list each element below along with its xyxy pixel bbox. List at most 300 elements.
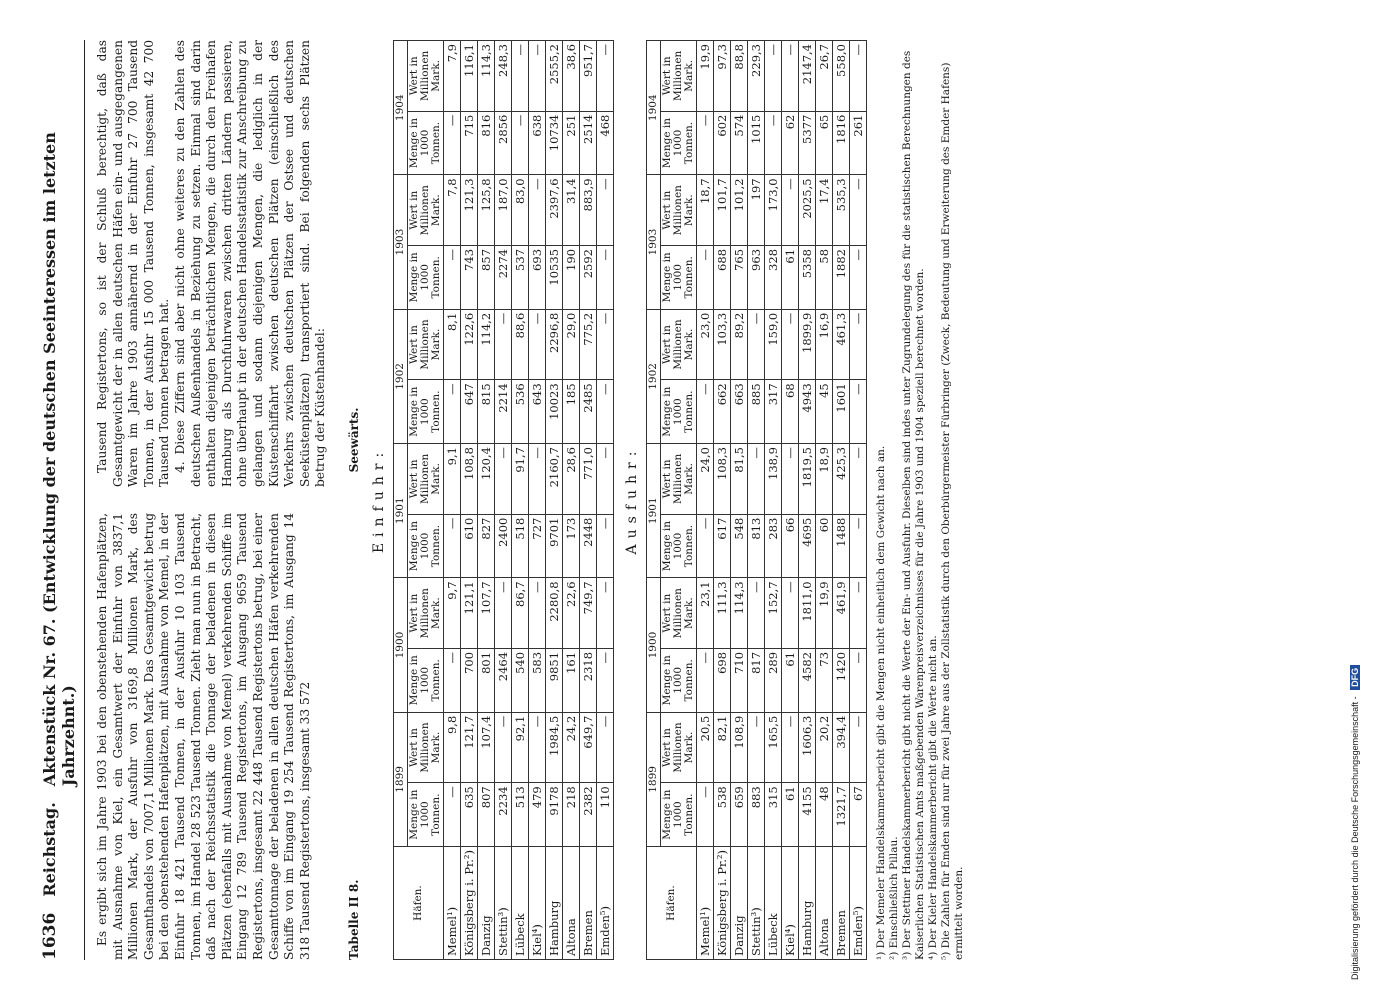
table-cell: 7,8 xyxy=(443,175,460,246)
wert-header: Wert in Millionen Mark. xyxy=(660,578,696,649)
table-cell: 83,0 xyxy=(511,175,528,246)
table-cell: 2296,8 xyxy=(545,309,562,380)
table-cell: — xyxy=(596,41,613,112)
paragraph: 4. Diese Ziffern sind aber nicht ohne weiteres zu den Zahlen des deutschen Außenhandels in Beziehung zu setzen. Einmal sind darin enthalten diejenigen beträchtlichen Mengen, die durch den Freihafen Hamburg als Durchfuhrwaren zwischen dritten Ländern passieren, ohne überhaupt in der deutschen Handelsstatistik zur Anschreibung zu gelangen und sodann diejenigen Mengen, die lediglich in der Küstenschiffahrt zwischen deutschen Plätzen (einschließlich des Verkehrs zwischen deutschen Plätzen der Ostsee und deutschen Seeküstenplätzen) transportiert sind. Bei folgenden sechs Plätzen betrug der Küstenhandel: xyxy=(172,40,328,487)
table-cell: 218 xyxy=(562,783,579,847)
table-cell: 67 xyxy=(849,783,866,847)
table-cell: 817 xyxy=(747,648,764,712)
table-cell: 536 xyxy=(511,380,528,444)
port-name: Hamburg xyxy=(798,847,815,960)
table-row xyxy=(579,41,596,960)
table-cell: — xyxy=(696,380,713,444)
table-cell: 1420 xyxy=(832,648,849,712)
table-row xyxy=(545,41,562,960)
table-cell: 2280,8 xyxy=(545,578,562,649)
table-cell: — xyxy=(494,444,511,515)
table-cell: 121,7 xyxy=(460,712,477,783)
table-cell: 698 xyxy=(713,648,730,712)
footnotes xyxy=(875,40,966,960)
paragraph: Tausend Registertons, so ist der Schluß berechtigt, daß das Gesamtgewicht der in allen deutschen Häfen ein- und ausgegangenen Waren im Jahre 1903 annähernd in der Einfuhr 27 700 Tausend Tonnen, in der Ausfuhr 15 000 Tausend Tonnen, insgesamt 42 700 Tausend Tonnen betragen hat. xyxy=(95,40,172,487)
table-cell: 1984,5 xyxy=(545,712,562,783)
table-cell: 688 xyxy=(713,245,730,309)
table-cell: 610 xyxy=(460,514,477,578)
table-cell: 289 xyxy=(764,648,781,712)
body-text xyxy=(95,40,329,960)
table-cell: 4582 xyxy=(798,648,815,712)
table-cell: 88,8 xyxy=(730,41,747,112)
port-name: Memel¹) xyxy=(696,847,713,960)
table-cell: 10734 xyxy=(545,111,562,175)
table-cell: — xyxy=(747,309,764,380)
table-cell: 743 xyxy=(460,245,477,309)
table-cell: 1811,0 xyxy=(798,578,815,649)
header-rule xyxy=(84,40,85,960)
year-header: 1903 xyxy=(393,175,407,309)
table-cell: — xyxy=(511,111,528,175)
table-cell: 2025,5 xyxy=(798,175,815,246)
table-cell: 116,1 xyxy=(460,41,477,112)
table-cell: 535,3 xyxy=(832,175,849,246)
table-cell: 700 xyxy=(460,648,477,712)
table-cell: 5377 xyxy=(798,111,815,175)
wert-header: Wert in Millionen Mark. xyxy=(407,712,443,783)
table-cell: 583 xyxy=(528,648,545,712)
table-cell: 19,9 xyxy=(815,578,832,649)
table-cell: 88,6 xyxy=(511,309,528,380)
table-cell: 107,7 xyxy=(477,578,494,649)
table-cell: 951,7 xyxy=(579,41,596,112)
table-cell: 152,7 xyxy=(764,578,781,649)
table-cell: 1606,3 xyxy=(798,712,815,783)
table-cell: — xyxy=(781,41,798,112)
table-cell: 138,9 xyxy=(764,444,781,515)
table-cell: 1321,7 xyxy=(832,783,849,847)
paragraph: Es ergibt sich im Jahre 1903 bei den obenstehenden Hafenplätzen, mit Ausnahme von Kiel, ein Gesamtwert der Einfuhr von 3837,1 Millionen Mark, der Ausfuhr von 3169,8 Millionen Mark, des Gesamthandels von 7007,1 Millionen Mark. Das Gesamtgewicht betrug bei den obenstehenden Hafenplätzen, mit Ausnahme von Memel, in der Einfuhr 18 421 Tausend Tonnen, in der Ausfuhr 10 103 Tausend Tonnen, im Handel 28 523 Tausend Tonnen. Zieht man nun in Betracht, daß nach der Reichsstatistik die Tonnage der beladenen in diesen Plätzen (ebenfalls mit Ausnahme von Memel) verkehrenden Schiffe im Eingang 12 789 Tausend Registertons, im Ausgang 9659 Tausend Registertons, insgesamt 22 448 Tausend Registertons betrug, bei einer Gesamttonnage der beladenen in allen deutschen Häfen verkehrenden Schiffe von im Eingang 19 254 Tausend Registertons, im Ausgang 14 318 Tausend Registertons, insgesamt 33 572 xyxy=(95,513,312,960)
table-cell: — xyxy=(528,175,545,246)
table-cell: 710 xyxy=(730,648,747,712)
table-row xyxy=(443,41,460,960)
table-cell: 749,7 xyxy=(579,578,596,649)
table-cell: — xyxy=(849,309,866,380)
table-row xyxy=(494,41,511,960)
table-cell: — xyxy=(528,309,545,380)
table-cell: 91,7 xyxy=(511,444,528,515)
table-cell: 328 xyxy=(764,245,781,309)
port-name: Kiel⁴) xyxy=(781,847,798,960)
table-cell: — xyxy=(849,712,866,783)
table-cell: 1819,5 xyxy=(798,444,815,515)
table-cell: — xyxy=(596,245,613,309)
footnote: ⁴) Der Kieler Handelskammerbericht gibt die Werte nicht an. xyxy=(926,635,939,960)
table-cell: 61 xyxy=(781,648,798,712)
table-cell: 801 xyxy=(477,648,494,712)
table-cell: 9,7 xyxy=(443,578,460,649)
menge-header: Menge in 1000 Tonnen. xyxy=(660,783,696,847)
table-cell: 315 xyxy=(764,783,781,847)
table-cell: 2400 xyxy=(494,514,511,578)
table-subheader-row xyxy=(660,41,696,960)
table-cell: — xyxy=(849,245,866,309)
table-cell: — xyxy=(596,578,613,649)
menge-header: Menge in 1000 Tonnen. xyxy=(407,514,443,578)
year-header: 1904 xyxy=(393,41,407,175)
table-einfuhr xyxy=(393,40,614,960)
table-cell: 468 xyxy=(596,111,613,175)
table-cell: 18,7 xyxy=(696,175,713,246)
table-cell: 251 xyxy=(562,111,579,175)
table-cell: 60 xyxy=(815,514,832,578)
table-cell: 111,3 xyxy=(713,578,730,649)
table-cell: 807 xyxy=(477,783,494,847)
table-cell: 883,9 xyxy=(579,175,596,246)
table-cell: — xyxy=(747,712,764,783)
table-cell: — xyxy=(849,578,866,649)
dfg-logo: DFG xyxy=(1350,665,1360,690)
page-title: Aktenstück Nr. 67. (Entwicklung der deutschen Seeinteressen im letzten Jahrzehnt.) xyxy=(40,132,78,787)
table-cell: 19,9 xyxy=(696,41,713,112)
table-cell: 31,4 xyxy=(562,175,579,246)
table-cell: — xyxy=(494,578,511,649)
table-cell: — xyxy=(443,783,460,847)
table-cell: 108,9 xyxy=(730,712,747,783)
table-cell: 29,0 xyxy=(562,309,579,380)
table-cell: 197 xyxy=(747,175,764,246)
table-cell: 2485 xyxy=(579,380,596,444)
table-cell: 165,5 xyxy=(764,712,781,783)
table-cell: 121,3 xyxy=(460,175,477,246)
table-cell: 765 xyxy=(730,245,747,309)
year-header: 1900 xyxy=(646,578,660,712)
table-cell: 2555,2 xyxy=(545,41,562,112)
table-cell: 558,0 xyxy=(832,41,849,112)
table-cell: 771,0 xyxy=(579,444,596,515)
table-cell: 537 xyxy=(511,245,528,309)
table-cell: 647 xyxy=(460,380,477,444)
table-cell: — xyxy=(596,648,613,712)
table-cell: — xyxy=(596,712,613,783)
table-cell: — xyxy=(443,380,460,444)
table-cell: — xyxy=(596,380,613,444)
table-cell: 538 xyxy=(713,783,730,847)
table-cell: 114,3 xyxy=(477,41,494,112)
footnote: ¹) Der Memeler Handelskammerbericht gibt die Mengen nicht einheitlich dem Gewicht nach an. xyxy=(874,445,887,960)
table-cell: 114,2 xyxy=(477,309,494,380)
table-cell: 187,0 xyxy=(494,175,511,246)
table-cell: — xyxy=(849,41,866,112)
table-cell: — xyxy=(528,712,545,783)
table-cell: 602 xyxy=(713,111,730,175)
table-cell: — xyxy=(443,514,460,578)
table-cell: 2514 xyxy=(579,111,596,175)
port-name: Emden⁵) xyxy=(596,847,613,960)
table-cell: 92,1 xyxy=(511,712,528,783)
table-cell: 28,6 xyxy=(562,444,579,515)
table-cell: 2234 xyxy=(494,783,511,847)
year-header: 1904 xyxy=(646,41,660,175)
menge-header: Menge in 1000 Tonnen. xyxy=(660,111,696,175)
wert-header: Wert in Millionen Mark. xyxy=(660,444,696,515)
table-cell: — xyxy=(781,444,798,515)
table-cell: 9,8 xyxy=(443,712,460,783)
menge-header: Menge in 1000 Tonnen. xyxy=(660,380,696,444)
port-name: Lübeck xyxy=(764,847,781,960)
table-cell: — xyxy=(596,514,613,578)
table-cell: — xyxy=(764,41,781,112)
menge-header: Menge in 1000 Tonnen. xyxy=(407,111,443,175)
table-cell: 1601 xyxy=(832,380,849,444)
table-cell: 317 xyxy=(764,380,781,444)
table-cell: 1015 xyxy=(747,111,764,175)
table-cell: 2592 xyxy=(579,245,596,309)
table-cell: 101,7 xyxy=(713,175,730,246)
port-name: Danzig xyxy=(477,847,494,960)
table-cell: — xyxy=(494,309,511,380)
text-column-left xyxy=(95,513,329,960)
table-cell: 649,7 xyxy=(579,712,596,783)
text-column-right xyxy=(95,40,329,487)
table-cell: — xyxy=(849,380,866,444)
table-cell: 81,5 xyxy=(730,444,747,515)
table-cell: 120,4 xyxy=(477,444,494,515)
table-cell: 643 xyxy=(528,380,545,444)
table-cell: 122,6 xyxy=(460,309,477,380)
port-name: Danzig xyxy=(730,847,747,960)
menge-header: Menge in 1000 Tonnen. xyxy=(407,245,443,309)
table-cell: 61 xyxy=(781,783,798,847)
table-cell: 813 xyxy=(747,514,764,578)
table-cell: 775,2 xyxy=(579,309,596,380)
table-cell: 4695 xyxy=(798,514,815,578)
table-cell: 2147,4 xyxy=(798,41,815,112)
table-cell: 2318 xyxy=(579,648,596,712)
table-cell: — xyxy=(528,41,545,112)
table-cell: 108,8 xyxy=(460,444,477,515)
table-cell: 68 xyxy=(781,380,798,444)
table-cell: — xyxy=(849,648,866,712)
table-cell: — xyxy=(528,444,545,515)
table-cell: 97,3 xyxy=(713,41,730,112)
table-cell: 20,2 xyxy=(815,712,832,783)
table-direction: Seewärts. xyxy=(346,407,361,473)
table-cell: 2160,7 xyxy=(545,444,562,515)
table-row xyxy=(460,41,477,960)
table-cell: 513 xyxy=(511,783,528,847)
table-label: Tabelle II 8. xyxy=(346,879,361,960)
table-cell: — xyxy=(696,514,713,578)
wert-header: Wert in Millionen Mark. xyxy=(660,309,696,380)
table-row xyxy=(713,41,730,960)
menge-header: Menge in 1000 Tonnen. xyxy=(660,514,696,578)
table-cell: 2274 xyxy=(494,245,511,309)
table-cell: — xyxy=(764,111,781,175)
table-cell: 816 xyxy=(477,111,494,175)
table-cell: — xyxy=(596,444,613,515)
table-cell: 20,5 xyxy=(696,712,713,783)
table-heading xyxy=(347,40,361,960)
table-cell: — xyxy=(443,648,460,712)
table-cell: 24,0 xyxy=(696,444,713,515)
table-cell: 540 xyxy=(511,648,528,712)
port-name: Bremen xyxy=(832,847,849,960)
table-ausfuhr xyxy=(646,40,867,960)
table-cell: — xyxy=(849,514,866,578)
table-cell: 108,3 xyxy=(713,444,730,515)
table-row xyxy=(747,41,764,960)
table-cell: 827 xyxy=(477,514,494,578)
year-header: 1903 xyxy=(646,175,660,309)
table-cell: 10023 xyxy=(545,380,562,444)
table-cell: 23,1 xyxy=(696,578,713,649)
table-cell: 4155 xyxy=(798,783,815,847)
table-cell: 103,3 xyxy=(713,309,730,380)
table-cell: 8,1 xyxy=(443,309,460,380)
port-name: Königsberg i. Pr.²) xyxy=(460,847,477,960)
table-cell: 283 xyxy=(764,514,781,578)
year-header: 1902 xyxy=(393,309,407,443)
table-cell: — xyxy=(528,578,545,649)
table-cell: 190 xyxy=(562,245,579,309)
table-cell: 857 xyxy=(477,245,494,309)
port-name: Stettin³) xyxy=(747,847,764,960)
credit-text: Digitalisierung gefördert durch die Deutsche Forschungsgemeinschaft - xyxy=(1350,696,1360,980)
table-cell: 38,6 xyxy=(562,41,579,112)
table-cell: 635 xyxy=(460,783,477,847)
table-cell: 479 xyxy=(528,783,545,847)
digitization-credit xyxy=(1350,665,1360,980)
table-cell: 173,0 xyxy=(764,175,781,246)
table-cell: 173 xyxy=(562,514,579,578)
table-cell: 883 xyxy=(747,783,764,847)
table-cell: 548 xyxy=(730,514,747,578)
table-cell: 727 xyxy=(528,514,545,578)
table-cell: 18,9 xyxy=(815,444,832,515)
table-cell: 9701 xyxy=(545,514,562,578)
wert-header: Wert in Millionen Mark. xyxy=(407,444,443,515)
table-cell: 45 xyxy=(815,380,832,444)
table-cell: 638 xyxy=(528,111,545,175)
year-header: 1902 xyxy=(646,309,660,443)
table-cell: 66 xyxy=(781,514,798,578)
page-content xyxy=(40,40,966,960)
port-name: Lübeck xyxy=(511,847,528,960)
table-row xyxy=(815,41,832,960)
table-row xyxy=(528,41,545,960)
port-name: Kiel⁴) xyxy=(528,847,545,960)
section-ausfuhr: Ausfuhr: xyxy=(623,445,640,555)
year-header: 1901 xyxy=(646,444,660,578)
port-name: Königsberg i. Pr.²) xyxy=(713,847,730,960)
table-cell: 885 xyxy=(747,380,764,444)
table-cell: — xyxy=(443,111,460,175)
table-cell: 89,2 xyxy=(730,309,747,380)
table-cell: 2382 xyxy=(579,783,596,847)
table-cell: 261 xyxy=(849,111,866,175)
table-cell: 82,1 xyxy=(713,712,730,783)
table-cell: 65 xyxy=(815,111,832,175)
table-cell: — xyxy=(696,648,713,712)
table-cell: 2448 xyxy=(579,514,596,578)
table-cell: 248,3 xyxy=(494,41,511,112)
table-cell: 2214 xyxy=(494,380,511,444)
table-cell: — xyxy=(443,245,460,309)
table-row xyxy=(562,41,579,960)
table-cell: — xyxy=(849,444,866,515)
wert-header: Wert in Millionen Mark. xyxy=(407,578,443,649)
table-cell: 663 xyxy=(730,380,747,444)
table-cell: — xyxy=(596,175,613,246)
table-cell: 61 xyxy=(781,245,798,309)
year-header: 1900 xyxy=(393,578,407,712)
port-name: Emden⁵) xyxy=(849,847,866,960)
menge-header: Menge in 1000 Tonnen. xyxy=(407,648,443,712)
year-header: 1899 xyxy=(646,712,660,846)
wert-header: Wert in Millionen Mark. xyxy=(407,41,443,112)
table-row xyxy=(849,41,866,960)
menge-header: Menge in 1000 Tonnen. xyxy=(660,648,696,712)
footnote: ³) Der Stettiner Handelskammerbericht gibt nicht die Werte der Ein- und Ausfuhr. Dieselben sind indes unter Zugrundelegung des für die statistischen Berechnungen des Kaiserlichen Statistischen Amts maßgebenden Warenpreisverzeichnisses für die Jahre 1903 und 1904 speziell berechnet worden. xyxy=(900,50,926,960)
port-name: Altona xyxy=(562,847,579,960)
port-name: Hamburg xyxy=(545,847,562,960)
wert-header: Wert in Millionen Mark. xyxy=(660,175,696,246)
table-cell: 107,4 xyxy=(477,712,494,783)
table-cell: 17,4 xyxy=(815,175,832,246)
page-header xyxy=(40,40,78,960)
table-cell: — xyxy=(511,41,528,112)
table-cell: 48 xyxy=(815,783,832,847)
table-cell: 963 xyxy=(747,245,764,309)
table-header-row xyxy=(646,41,660,960)
menge-header: Menge in 1000 Tonnen. xyxy=(660,245,696,309)
table-cell: 2397,6 xyxy=(545,175,562,246)
table-cell: 815 xyxy=(477,380,494,444)
table-cell: 101,2 xyxy=(730,175,747,246)
table-cell: 161 xyxy=(562,648,579,712)
table-cell: 2464 xyxy=(494,648,511,712)
table-cell: 23,0 xyxy=(696,309,713,380)
table-cell: — xyxy=(494,712,511,783)
table-cell: 110 xyxy=(596,783,613,847)
table-row xyxy=(798,41,815,960)
table-cell: — xyxy=(747,444,764,515)
port-column-header: Häfen. xyxy=(393,847,443,960)
table-cell: 229,3 xyxy=(747,41,764,112)
table-cell: 58 xyxy=(815,245,832,309)
table-cell: 693 xyxy=(528,245,545,309)
table-cell: — xyxy=(781,712,798,783)
table-cell: — xyxy=(849,175,866,246)
port-name: Stettin³) xyxy=(494,847,511,960)
table-cell: 518 xyxy=(511,514,528,578)
port-name: Bremen xyxy=(579,847,596,960)
table-row xyxy=(832,41,849,960)
wert-header: Wert in Millionen Mark. xyxy=(660,41,696,112)
wert-header: Wert in Millionen Mark. xyxy=(660,712,696,783)
page-number: 1636 xyxy=(40,912,60,960)
table-cell: 574 xyxy=(730,111,747,175)
table-cell: 394,4 xyxy=(832,712,849,783)
table-row xyxy=(730,41,747,960)
table-cell: 159,0 xyxy=(764,309,781,380)
footnote: ²) Einschließlich Pillau. xyxy=(887,836,900,960)
port-column-header: Häfen. xyxy=(646,847,696,960)
table-header-row xyxy=(393,41,407,960)
table-cell: 62 xyxy=(781,111,798,175)
year-header: 1899 xyxy=(393,712,407,846)
table-row xyxy=(764,41,781,960)
table-cell: 10535 xyxy=(545,245,562,309)
table-cell: — xyxy=(696,111,713,175)
table-cell: 22,6 xyxy=(562,578,579,649)
